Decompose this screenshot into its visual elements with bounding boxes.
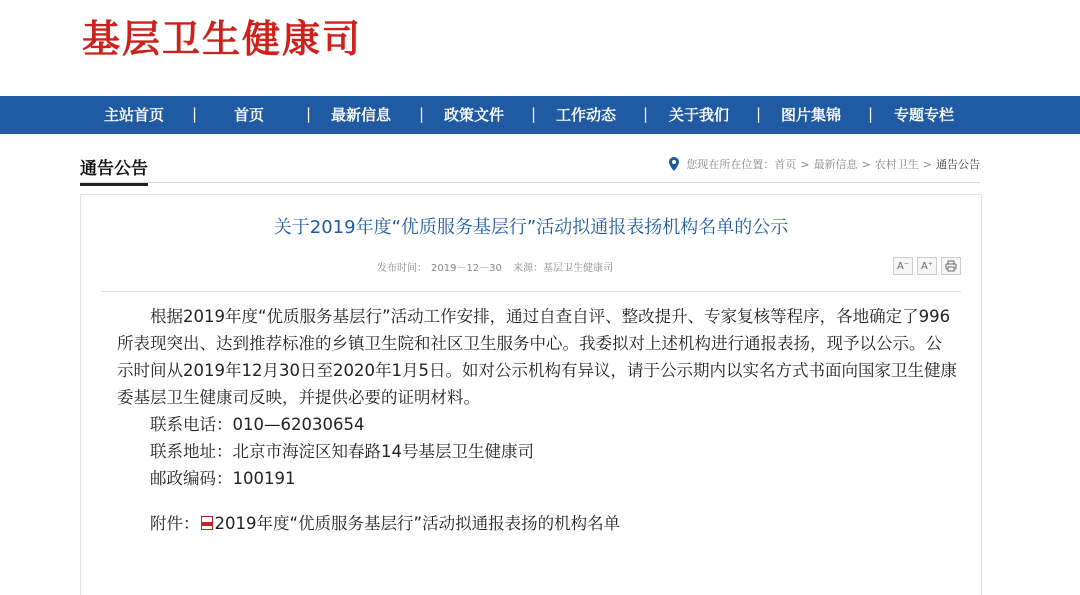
source-value: 基层卫生健康司 [543, 263, 614, 274]
breadcrumb-prefix: 您现在所在位置： [686, 158, 775, 171]
article-container [80, 194, 982, 595]
site-title: 基层卫生健康司 [82, 17, 363, 61]
publish-date: 2019－12－30 [431, 263, 502, 274]
font-decrease-button[interactable]: A⁻ [893, 257, 913, 275]
contact-address: 联系地址：北京市海淀区知春路14号基层卫生健康司 [150, 442, 534, 461]
nav-item-home[interactable]: 首页 [234, 106, 265, 124]
location-pin-icon [668, 157, 680, 171]
section-header [80, 152, 980, 183]
nav-separator: | [306, 105, 312, 123]
breadcrumb-sep: > [800, 157, 810, 171]
breadcrumb-rural-health[interactable]: 农村卫生 [874, 158, 919, 171]
breadcrumb-sep: > [922, 157, 932, 171]
nav-separator: | [192, 105, 198, 123]
nav-separator: | [643, 105, 649, 123]
contact-phone: 联系电话：010—62030654 [150, 415, 365, 434]
nav-item-about[interactable]: 关于我们 [669, 106, 730, 124]
nav-item-latest[interactable]: 最新信息 [331, 106, 392, 124]
article-paragraph: 根据2019年度“优质服务基层行”活动工作安排，通过自查自评、整改提升、专家复核等程序，各地确定了996所表现突出、达到推荐标准的乡镇卫生院和社区卫生服务中心。我委拟对上述机构进行通报表扬，现予以公示。公示时间从2019年12月30日至2020年1月5日。如对公示机构有异议，请于公示期内以实名方式书面向国家卫生健康委基层卫生健康司反映，并提供必要的证明材料。 [117, 307, 957, 407]
nav-separator: | [419, 105, 425, 123]
nav-item-policy[interactable]: 政策文件 [444, 106, 505, 124]
nav-separator: | [868, 105, 874, 123]
pdf-icon [200, 516, 214, 530]
breadcrumb-sep: > [861, 157, 871, 171]
breadcrumb-home[interactable]: 首页 [774, 158, 797, 171]
source-label: 来源： [513, 263, 544, 274]
attachment-line [117, 510, 957, 537]
nav-item-topics[interactable]: 专题专栏 [894, 106, 955, 124]
attachment-link[interactable]: 2019年度“优质服务基层行”活动拟通报表扬的机构名单 [214, 514, 621, 533]
article-body [117, 303, 957, 537]
postal-code: 邮政编码：100191 [150, 469, 296, 488]
article-title: 关于2019年度“优质服务基层行”活动拟通报表扬机构名单的公示 [273, 217, 789, 238]
article-meta [377, 259, 621, 274]
nav-separator: | [531, 105, 537, 123]
print-button[interactable] [941, 257, 961, 275]
attachment-label: 附件： [150, 514, 200, 533]
site-header [0, 0, 1080, 96]
section-title: 通告公告 [80, 154, 148, 186]
print-icon [945, 260, 957, 272]
breadcrumb-latest[interactable]: 最新信息 [813, 158, 858, 171]
font-increase-button[interactable]: A⁺ [917, 257, 937, 275]
publish-date-label: 发布时间： [377, 263, 427, 274]
main-nav [0, 96, 1080, 134]
nav-item-main-home[interactable]: 主站首页 [104, 106, 165, 124]
nav-item-work-news[interactable]: 工作动态 [556, 106, 617, 124]
nav-item-gallery[interactable]: 图片集锦 [781, 106, 842, 124]
article-tools [893, 257, 961, 275]
nav-separator: | [756, 105, 762, 123]
breadcrumb-current: 通告公告 [936, 158, 980, 171]
meta-divider [101, 291, 961, 292]
breadcrumb [668, 156, 980, 172]
